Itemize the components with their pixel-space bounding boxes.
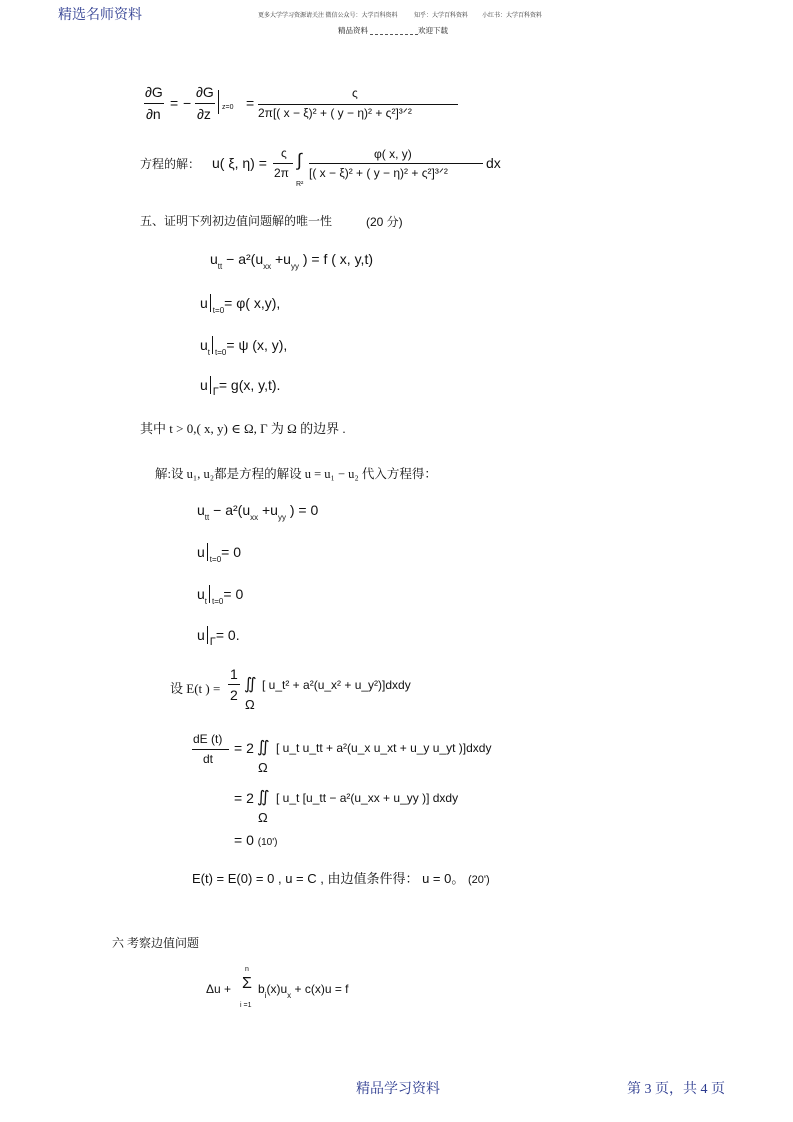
- green-denominator: 2π[( x − ξ)² + ( y − η)² + ς²]³ᐟ²: [258, 106, 412, 120]
- boundary-condition: u $_\Gamma$= g(x, y,t).: [200, 377, 281, 398]
- header-sub-left: 精品资料: [338, 26, 368, 35]
- green-top: ∂G: [145, 84, 163, 100]
- section5-score: (20 分): [366, 215, 403, 229]
- pde-equation: $u_{tt} - a^2(u_{xx} +u_{yy}$ ) = f ( x, y,t): [210, 251, 373, 271]
- page-number: 第 3 页，共 4 页: [627, 1082, 725, 1097]
- solution-intro: 解:设 u₁, u₂都是方程的解设 u = u₁ − u₂ 代入方程得：: [155, 467, 437, 481]
- brand-label: 精选名师资料: [58, 8, 142, 23]
- section6-title: 六 考察边值问题: [112, 936, 200, 950]
- header-xiaohongshu: 小红书：大学百科资料: [482, 13, 543, 19]
- homogeneous-ic-1: u $_{t=0}$= 0: [197, 544, 241, 564]
- header-dash: [370, 34, 418, 35]
- header-notice: 更多大学学习资源请关注 微信公众号：大学百科资料: [258, 13, 398, 19]
- energy-derivative-3: = 0 (10'): [234, 832, 278, 848]
- green-bot: ∂n: [146, 106, 161, 122]
- section5-title: 五、证明下列初边值问题解的唯一性: [140, 214, 333, 228]
- header-zhihu: 知乎：大学百科资料: [414, 13, 469, 19]
- footer-center: 精品学习资料: [356, 1082, 440, 1097]
- solution-denominator: [( x − ξ)² + ( y − η)² + ς²]³ᐟ²: [309, 166, 448, 180]
- initial-condition-2: $u_t$ $_{t=0}$= ψ (x, y),: [200, 337, 288, 357]
- domain-statement: 其中 t > 0,( x, y) ∈ Ω, Γ 为 Ω 的边界 .: [140, 421, 346, 436]
- homogeneous-pde: $u_{tt} - a^2(u_{xx} +u_{yy}$ ) = 0: [197, 502, 319, 522]
- solution-label: 方程的解：: [140, 157, 201, 171]
- initial-condition-1: u $_{t=0}$= φ( x,y),: [200, 295, 281, 315]
- conclusion: E(t) = E(0) = 0 , u = C , 由边值条件得： u = 0。 (20'): [192, 871, 490, 886]
- homogeneous-bc: u $_\Gamma$= 0.: [197, 627, 240, 648]
- header-sub-right: 欢迎下载: [418, 26, 448, 35]
- homogeneous-ic-2: $u_t$ $_{t=0}$= 0: [197, 586, 244, 606]
